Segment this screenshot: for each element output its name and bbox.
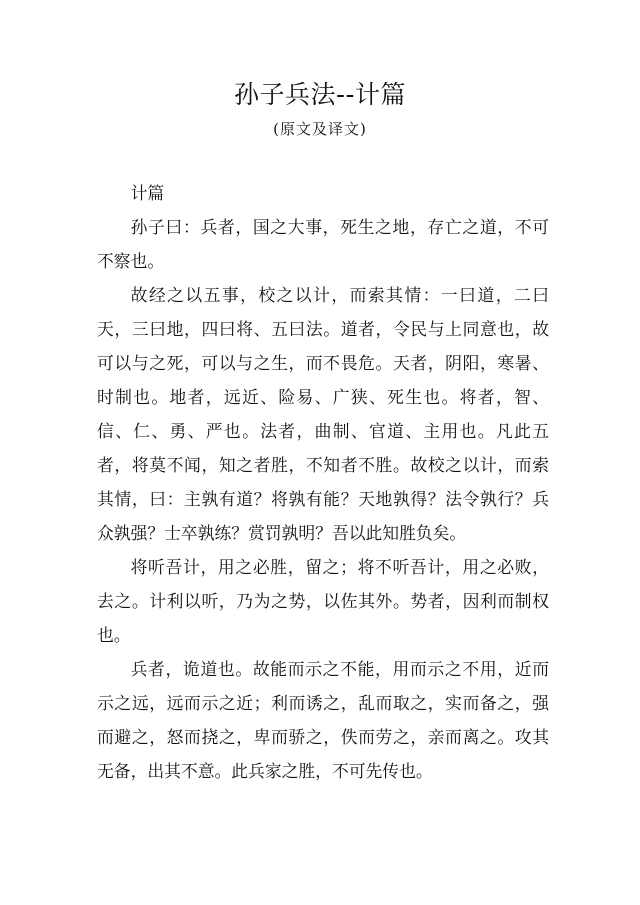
- paragraph-4: 兵者，诡道也。故能而示之不能，用而示之不用，近而示之远，远而示之近；利而诱之，乱而取之，实而备之，强而避之，怒而挠之，卑而骄之，佚而劳之，亲而离之。攻其无备，出其不意。此兵家之胜，不可先传也。: [97, 659, 549, 781]
- paragraph-2: 故经之以五事，校之以计，而索其情：一曰道，二曰天，三曰地，四曰将、五曰法。道者，令民与上同意也，故可以与之死，可以与之生，而不畏危。天者，阴阳，寒暑、时制也。地者，远近、险易、广狭、死生也。将者，智、信、仁、勇、严也。法者，曲制、官道、主用也。凡此五者，将莫不闻，知之者胜，不知者不胜。故校之以计，而索其情，曰：主孰有道？将孰有能？天地孰得？法令孰行？兵众孰强？士卒孰练？赏罚孰明？吾以此知胜负矣。: [97, 285, 549, 543]
- document-subtitle: (原文及译文): [273, 120, 367, 138]
- paragraph-3: 将听吾计，用之必胜，留之；将不听吾计，用之必败，去之。计利以听，乃为之势，以佐其外。势者，因利而制权也。: [97, 557, 549, 645]
- paragraph-1: 孙子曰：兵者，国之大事，死生之地，存亡之道，不可不察也。: [97, 217, 549, 271]
- document-title: 孙子兵法--计篇: [233, 80, 407, 109]
- document-body: [97, 176, 549, 788]
- section-heading: 计篇: [130, 183, 165, 203]
